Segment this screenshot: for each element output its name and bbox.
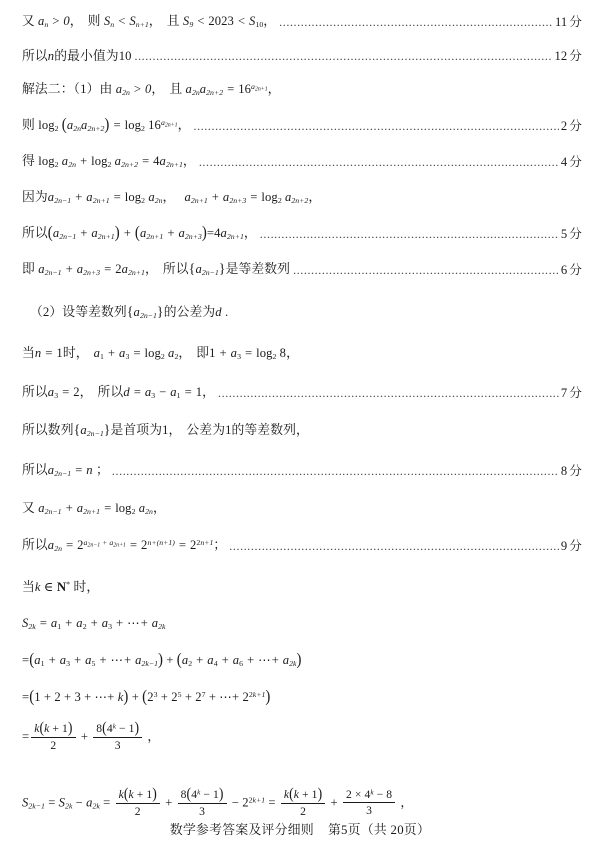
score-mark: 5 分 bbox=[560, 226, 582, 241]
line-content: 即 $a_{2n-1} + a_{2n+3} = 2a_{2n+1}$， 所以$\{a_{2n-1}\}$是等差数列 bbox=[22, 261, 291, 278]
dot-leader bbox=[229, 542, 559, 558]
fraction: $\frac{8(4^k - 1)}{3}$ bbox=[93, 720, 142, 751]
line-content: =(1 + 2 + 3 + ⋯+ $k) + (2^3 + 2^5 + 2^7$ + ⋯+ $2^{2k+1}$) bbox=[22, 687, 271, 706]
line-content: 又 $a_{2n-1} + a_{2n+1} = \log_2 a_{2n}$， bbox=[22, 501, 166, 517]
dot-leader bbox=[260, 230, 559, 246]
line-content: $S_{2k} = a_1 + a_2 + a_3$ + ⋯+ $a_{2k}$ bbox=[22, 615, 166, 632]
line-content: 所以$a_3 = 2$， 所以$d = a_3 - a_1 = 1$， bbox=[22, 385, 215, 401]
score-mark: 2 分 bbox=[560, 118, 582, 133]
score-mark: 8 分 bbox=[560, 463, 582, 478]
line-content: 当k ∈ N* 时， bbox=[22, 579, 100, 594]
line-content: 所以$a_{2n-1} = n$ ； bbox=[22, 463, 109, 479]
line-content: 当n = 1时， $a_1 + a_3 = \log_2 a_2$， 即$1 + a_3 = \log_2 8$， bbox=[22, 346, 299, 362]
dot-leader bbox=[193, 122, 558, 138]
answer-line bbox=[22, 6, 582, 34]
answer-line bbox=[22, 218, 582, 246]
answer-line bbox=[22, 254, 582, 282]
fraction: $\frac{k(k + 1)}{2}$ bbox=[116, 786, 160, 817]
answer-line bbox=[22, 646, 582, 674]
answer-line bbox=[22, 609, 582, 637]
dot-leader bbox=[134, 52, 552, 68]
line-content: （2）设等差数列$\{a_{2n-1}\}$的公差为d . bbox=[30, 304, 229, 321]
fraction: $\frac{k(k + 1)}{2}$ bbox=[31, 720, 75, 751]
line-content: 得 $\log_2 a_{2n} + \log_2 a_{2n+2} = 4a_{2n+1}$， bbox=[22, 154, 196, 170]
dot-leader bbox=[279, 18, 553, 34]
answer-line bbox=[22, 530, 582, 558]
answer-line bbox=[22, 571, 582, 599]
answer-line bbox=[22, 377, 582, 405]
score-mark: 7 分 bbox=[560, 385, 582, 400]
fraction: $\frac{8(4^k - 1)}{3}$ bbox=[178, 786, 227, 817]
score-mark: 11 分 bbox=[554, 14, 582, 29]
line-content: 因为$a_{2n-1} + a_{2n+1} = \log_2 a_{2n}$， $a_{2n+1} + a_{2n+3} = \log_2 a_{2n+2}$， bbox=[22, 190, 322, 206]
fraction: $\frac{k(k + 1)}{2}$ bbox=[281, 786, 325, 817]
line-content: 又 $a_n > 0$， 则 $S_n < S_{n+1}$， 且 $S_9 < 2023 < S_{10}$， bbox=[22, 14, 277, 30]
answer-line bbox=[22, 493, 582, 521]
line-content: = $\frac{k(k + 1)}{2}$ + $\frac{8(4^k - 1)}{3}$ ， bbox=[22, 719, 161, 752]
line-content: 所以n的最小值为10 bbox=[22, 48, 132, 63]
footer-page-number: 第5页（共 20页） bbox=[327, 823, 431, 837]
answer-line bbox=[22, 683, 582, 711]
dot-leader bbox=[293, 266, 559, 282]
line-content: 所以数列$\{a_{2n-1}\}$是首项为1， 公差为1的等差数列， bbox=[22, 422, 309, 439]
line-content: 解法二：（1）由 $a_{2n} > 0$， 且 $a_{2n}a_{2n+2} = 16^{a_{2n+1}}$， bbox=[22, 82, 281, 98]
score-mark: 9 分 bbox=[560, 538, 582, 553]
answer-line bbox=[22, 74, 582, 102]
answer-line bbox=[22, 182, 582, 210]
score-mark: 4 分 bbox=[560, 154, 582, 169]
answer-line bbox=[22, 110, 582, 138]
line-content: $=(a_1 + a_3 + a_5$ + ⋯+ $a_{2k-1}) + (a_2 + a_4 + a_6$ + ⋯+ $a_{2k}$) bbox=[22, 650, 302, 669]
answer-line bbox=[22, 415, 582, 443]
answer-line bbox=[22, 716, 582, 760]
page-footer bbox=[0, 819, 600, 838]
answer-line bbox=[22, 338, 582, 366]
fraction: $\frac{2 \times 4^k - 8}{3}$ bbox=[343, 788, 395, 817]
score-mark: 12 分 bbox=[554, 48, 582, 63]
line-content: 则 $\log_2 (a_{2n}a_{2n+2}) = \log_2 16^{a_{2n+1}}$， bbox=[22, 115, 191, 134]
dot-leader bbox=[218, 389, 559, 405]
line-content: 所以$a_{2n} = 2^{a_{2n-1} + a_{2n+1}} = 2^{n+(n+1)} = 2^{2n+1}$； bbox=[22, 538, 227, 554]
line-content: $S_{2k-1} = S_{2k} - a_{2k}$ = $\frac{k(k + 1)}{2}$ + $\frac{8(4^k - 1)}{3}$ − $2^{2k+1}$ = $\frac{k(k + 1)}{2}$ + $\frac{2 \times 4^k - 8}{3}$ ， bbox=[22, 785, 414, 818]
line-content: 所以$(a_{2n-1} + a_{2n+1}) + (a_{2n+1} + a_{2n+3})=4a_{2n+1}$， bbox=[22, 223, 257, 242]
answer-line bbox=[22, 455, 582, 483]
dot-leader bbox=[112, 467, 559, 483]
footer-title: 数学参考答案及评分细则 bbox=[169, 823, 314, 837]
answer-line bbox=[22, 297, 582, 325]
score-mark: 6 分 bbox=[560, 262, 582, 277]
dot-leader bbox=[199, 158, 559, 174]
answer-line bbox=[22, 146, 582, 174]
answer-line bbox=[22, 40, 582, 68]
